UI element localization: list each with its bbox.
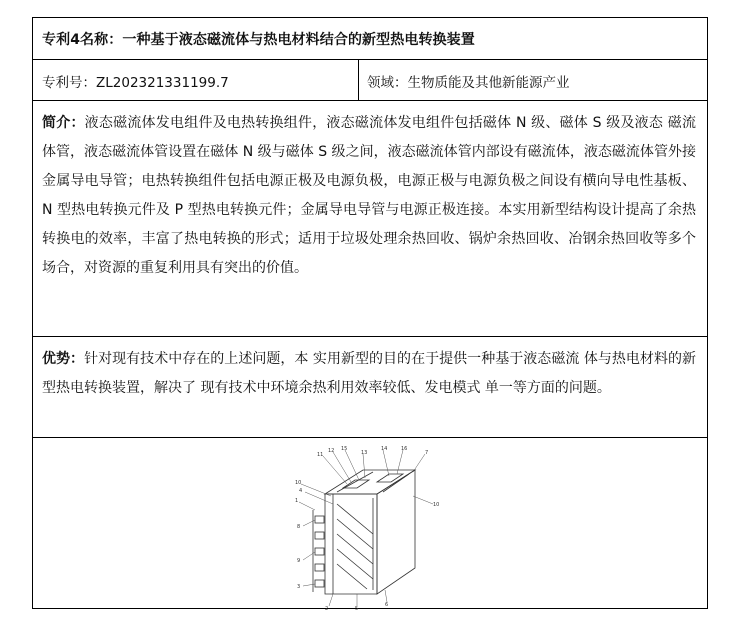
label-4: 4 bbox=[299, 488, 303, 494]
label-1: 1 bbox=[295, 498, 299, 504]
meta-row bbox=[33, 60, 707, 101]
intro-text: 液态磁流体发电组件及电热转换组件，液态磁流体发电组件包括磁体 N 级、磁体 S 级及液态 磁流体管，液态磁流体管设置在磁体 N 级与磁体 S 级之间，液态磁流体管内部设有磁流体，液态磁流体管外接金属导电导管；电热转换组件包括电源正极及电源负极，电源正极与电源负极之间设有横向导电性基板、N 型热电转换元件及 P 型热电转换元件；金属导电导管与电源正极连接。本实用新型结构设计提高了余热转换电的效率，丰富了热电转换的形式；适用于垃圾处理余热回收、锅炉余热回收、冶钢余热回收等多个场合，对资源的重复利用具有突出的价值。 bbox=[42, 115, 697, 276]
advantage-text: 针对现有技术中存在的上述问题，本 实用新型的目的在于提供一种基于液态磁流 体与热电材料的新型热电转换装置，解决了 现有技术中环境余热利用效率较低、发电模式 单一等方面的问题。 bbox=[42, 351, 696, 396]
side-face bbox=[377, 470, 415, 594]
label-12: 12 bbox=[328, 448, 335, 454]
device-drawing bbox=[285, 444, 457, 612]
title-row bbox=[33, 18, 707, 60]
label-15: 15 bbox=[341, 446, 348, 452]
advantage-paragraph bbox=[42, 345, 696, 403]
label-5: 5 bbox=[355, 606, 359, 612]
label-8: 8 bbox=[297, 524, 301, 530]
label-13: 13 bbox=[361, 450, 368, 456]
label-11: 11 bbox=[317, 452, 324, 458]
label-2: 2 bbox=[325, 606, 329, 612]
patent-drawing-icon bbox=[285, 444, 457, 612]
label-10: 10 bbox=[295, 480, 302, 486]
patent-title: 专利4名称：一种基于液态磁流体与热电材料结合的新型热电转换装置 bbox=[42, 32, 475, 48]
label-14: 14 bbox=[381, 446, 388, 452]
label-6: 6 bbox=[385, 602, 389, 608]
patent-card bbox=[32, 17, 708, 612]
advantage-row bbox=[33, 337, 707, 438]
figure-row bbox=[33, 438, 707, 612]
label-16: 16 bbox=[401, 446, 408, 452]
intro-label: 简介： bbox=[42, 115, 85, 131]
label-9: 9 bbox=[297, 558, 301, 564]
label-10b: 10 bbox=[433, 502, 440, 508]
meta-divider bbox=[358, 60, 359, 100]
intro-paragraph bbox=[42, 109, 696, 283]
patent-field: 领域：生物质能及其他新能源产业 bbox=[367, 75, 570, 91]
intro-row bbox=[33, 101, 707, 337]
label-3: 3 bbox=[297, 584, 301, 590]
advantage-label: 优势： bbox=[42, 351, 85, 367]
patent-number: 专利号：ZL202321331199.7 bbox=[42, 75, 229, 91]
label-7: 7 bbox=[425, 450, 429, 456]
